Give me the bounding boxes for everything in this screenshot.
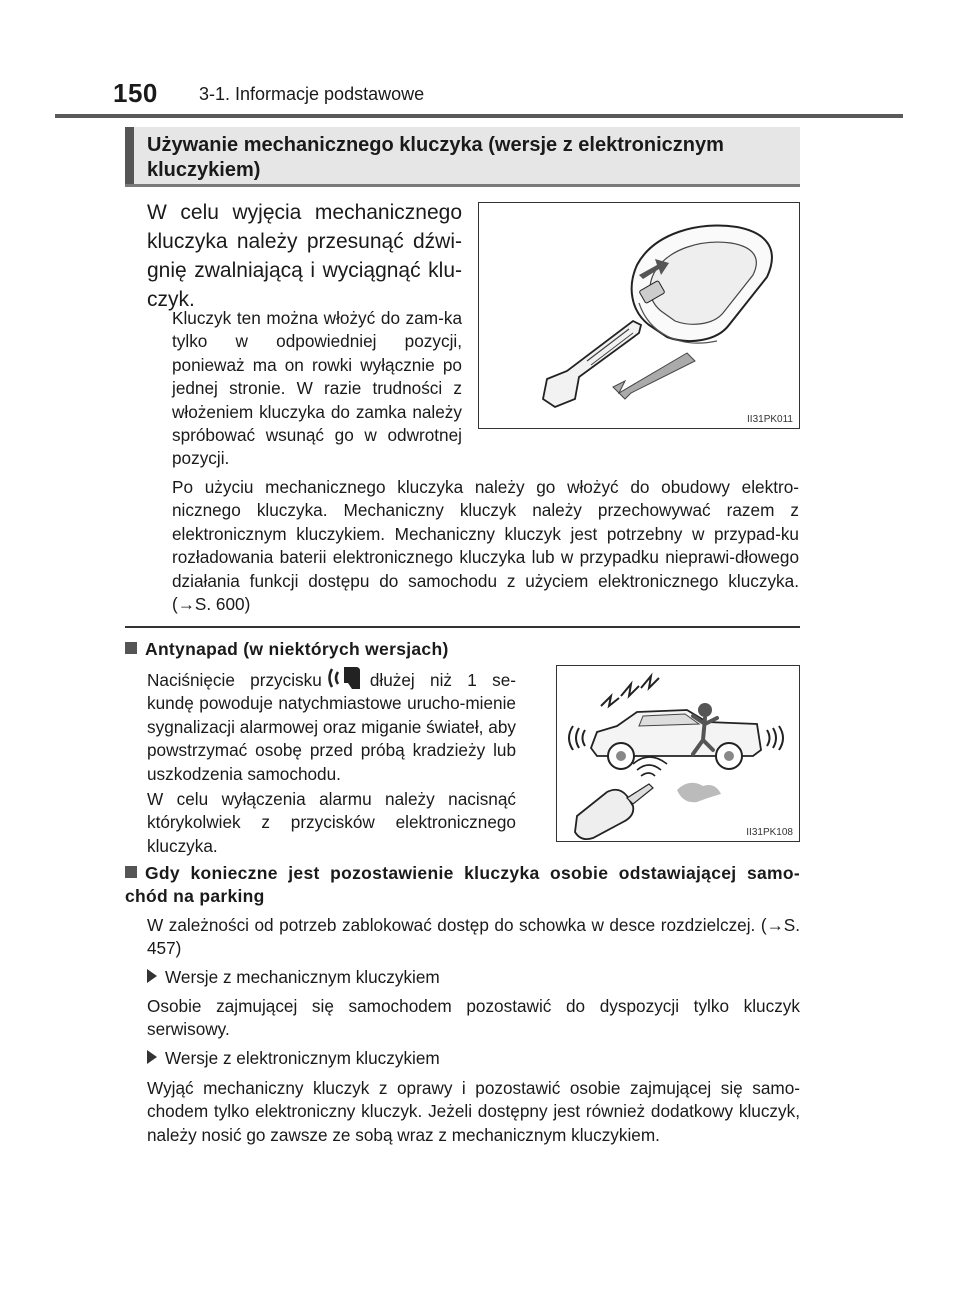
elec-version-label: Wersje z elektronicznym kluczykiem [165, 1048, 440, 1068]
mech-version-text: Osobie zajmującej się samochodem pozostawić do dyspozycji tylko kluczyk serwisowy. [147, 996, 800, 1040]
panic-paragraph-2: W celu wyłączenia alarmu należy nacisnąć którykolwiek z przycisków elektronicznego kluczyka. [147, 789, 516, 856]
panic-heading: Antynapad (w niektórych wersjach) [145, 639, 449, 659]
mech-version-label: Wersje z mechanicznym kluczykiem [165, 967, 440, 987]
page-number: 150 [113, 78, 158, 108]
after-use-text: Po użyciu mechanicznego kluczyka należy go włożyć do obudowy elektro-nicznego kluczyka. Mechaniczny kluczyk należy przechowywać razem z elektronicznym kluczykiem. Mechaniczny kluczyk jest potrzebny w przypad-ku rozładowania baterii elektronicznego kluczyka lub w przypadku nieprawi-dłowego działania funkcji dostępu do samochodu z użyciem elektronicznego kluczyka. (→S. 600) [172, 477, 799, 615]
square-bullet-icon [125, 642, 137, 654]
panic-alarm-figure-code: II31PK108 [746, 827, 793, 838]
section-title-bar [125, 127, 800, 187]
elec-version-row [147, 1047, 800, 1070]
square-bullet-icon [125, 866, 137, 878]
panic-heading-row [125, 638, 800, 661]
chapter-title: 3-1. Informacje podstawowe [199, 84, 425, 104]
panic-text-before: Naciśnięcie przycisku [147, 670, 322, 690]
intro-main-text: W celu wyjęcia mechanicznego kluczyka należy przesunąć dźwi-gnię zwalniającą i wyciągnąć klu-czyk. [147, 201, 462, 311]
panic-alarm-illustration [557, 666, 799, 841]
key-removal-figure [478, 202, 800, 429]
panic-text-after: dłużej niż 1 se-kundę powoduje natychmiastowe urucho-mienie sygnalizacji alarmowej oraz miganie świateł, aby powstrzymać osobę przed próbą kradzieży lub uszkodzenia samochodu. [147, 670, 516, 784]
panic-button-icon [326, 665, 366, 691]
key-removal-illustration [479, 203, 799, 428]
valet-intro: W zależności od potrzeb zablokować dostęp do schowka w desce rozdzielczej. (→S. 457) [147, 915, 800, 959]
section-accent [125, 127, 134, 184]
panic-paragraph-1 [147, 665, 516, 786]
intro-note: Kluczyk ten można włożyć do zam-ka tylko w odpowiedniej pozycji, ponieważ ma on rowki wyłącznie po jednej stronie. W razie trudności z włożeniem kluczyka do zamka należy spróbować wsunąć go w odwrotnej pozycji. [172, 308, 462, 469]
header-divider [55, 114, 903, 118]
section-divider [125, 626, 800, 628]
valet-heading: Gdy konieczne jest pozostawienie kluczyka osobie odstawiającej samo-chód na parking [125, 863, 800, 906]
panic-alarm-figure [556, 665, 800, 842]
section-title: Używanie mechanicznego kluczyka (wersje z elektronicznym kluczykiem) [147, 134, 724, 181]
valet-heading-row [125, 862, 800, 908]
mech-version-row [147, 966, 800, 989]
elec-version-text: Wyjąć mechaniczny kluczyk z oprawy i pozostawić osobie zajmującej się samo-chodem tylko elektroniczny kluczyk. Jeżeli dostępny jest również dodatkowy kluczyk, należy nosić go zawsze ze sobą wraz z mechanicznym kluczykiem. [147, 1078, 800, 1145]
triangle-bullet-icon [147, 969, 157, 983]
key-removal-figure-code: II31PK011 [747, 414, 793, 425]
triangle-bullet-icon [147, 1050, 157, 1064]
